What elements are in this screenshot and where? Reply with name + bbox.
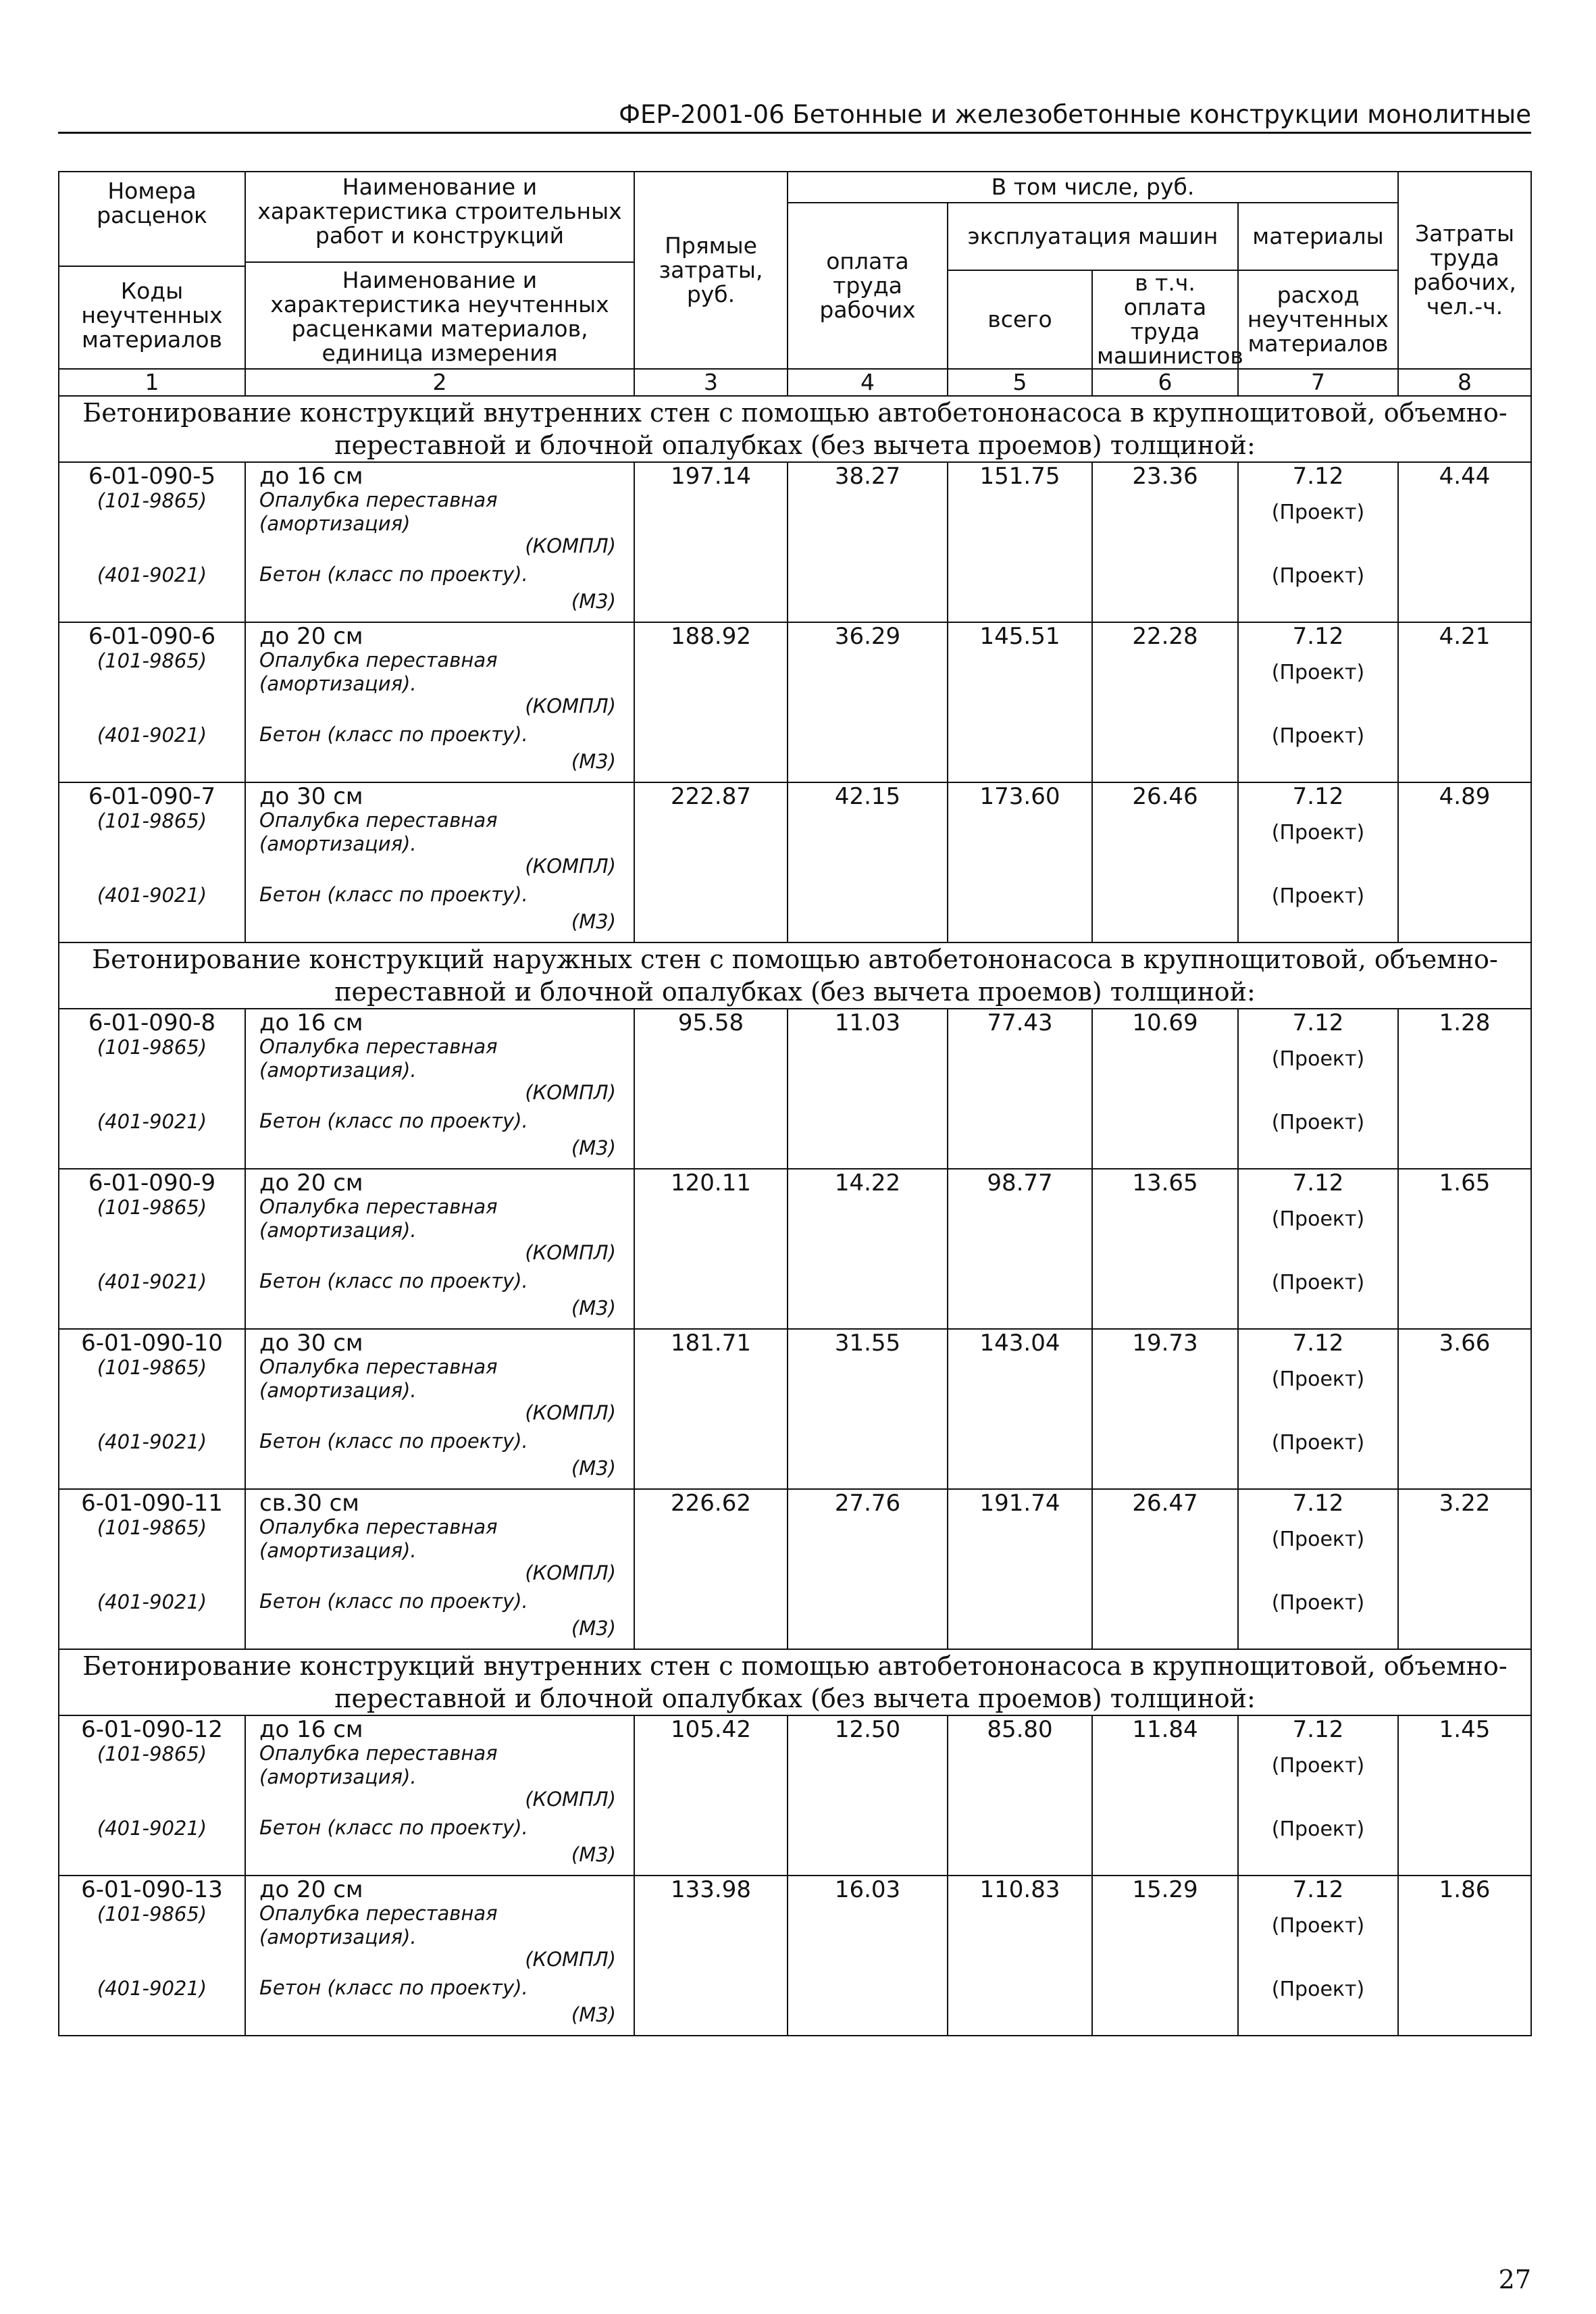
concrete-unit: (М3) (571, 910, 616, 933)
name-cell (245, 1489, 634, 1649)
labor-cell (1398, 622, 1531, 782)
rate-code: 6-01-090-6 (88, 623, 216, 650)
formwork-material: Опалубка переставная (амортизация). (259, 1515, 498, 1562)
labor-value: 4.44 (1439, 463, 1491, 490)
value-c3: 222.87 (671, 783, 751, 810)
labor-cell (1398, 1009, 1531, 1169)
value-cell (788, 782, 948, 942)
value-c5: 143.04 (979, 1330, 1060, 1357)
header-rule (58, 132, 1531, 134)
material-code: (401-9021) (97, 1270, 207, 1293)
project-label: (Проект) (1271, 1528, 1365, 1551)
labor-cell (1398, 1715, 1531, 1876)
thickness-label: до 30 см (259, 1330, 363, 1357)
table-row (59, 462, 1531, 622)
value-cell (1092, 1489, 1238, 1649)
material-code: (101-9865) (97, 1516, 207, 1539)
formwork-unit: (КОМПЛ) (525, 534, 616, 557)
value-c4: 16.03 (834, 1876, 901, 1903)
table-row (59, 1329, 1531, 1489)
material-code: (101-9865) (97, 1356, 207, 1379)
value-cell (948, 622, 1092, 782)
head-col1-bottom: Коды неучтенных материалов (59, 266, 245, 352)
head-col2-bottom: Наименование и характеристика неучтенных расценками материалов, единица измерения (245, 261, 634, 366)
value-cell (1092, 1715, 1238, 1876)
materials-cell (1238, 1009, 1398, 1169)
code-cell (59, 782, 245, 942)
name-cell (245, 1329, 634, 1489)
material-code: (101-9865) (97, 1742, 207, 1765)
material-code: (101-9865) (97, 489, 207, 512)
code-cell (59, 1329, 245, 1489)
materials-cell (1238, 1329, 1398, 1489)
project-label: (Проект) (1271, 1431, 1365, 1455)
thickness-label: до 20 см (259, 1169, 363, 1197)
material-code: (401-9021) (97, 1110, 207, 1133)
value-c6: 26.46 (1132, 783, 1198, 810)
value-cell (634, 1169, 788, 1329)
value-cell (788, 462, 948, 622)
concrete-unit: (М3) (571, 1457, 616, 1480)
concrete-material: Бетон (класс по проекту). (259, 723, 528, 746)
value-c6: 10.69 (1132, 1009, 1198, 1036)
column-number: 1 (59, 369, 245, 396)
section-row (59, 1649, 1531, 1715)
project-label: (Проект) (1271, 564, 1365, 588)
name-cell (245, 1876, 634, 2036)
table-row (59, 1169, 1531, 1329)
labor-cell (1398, 1329, 1531, 1489)
name-cell (245, 462, 634, 622)
value-c4: 31.55 (834, 1330, 901, 1357)
concrete-material: Бетон (класс по проекту). (259, 1816, 528, 1839)
value-cell (788, 622, 948, 782)
head-materials: материалы (1238, 203, 1398, 270)
materials-cell (1238, 1489, 1398, 1649)
material-code: (401-9021) (97, 1977, 207, 2000)
materials-cell (1238, 462, 1398, 622)
labor-value: 1.86 (1439, 1876, 1491, 1903)
project-label: (Проект) (1271, 1914, 1365, 1938)
project-label: (Проект) (1271, 501, 1365, 524)
project-label: (Проект) (1271, 1591, 1365, 1615)
material-code: (101-9865) (97, 1036, 207, 1059)
formwork-unit: (КОМПЛ) (525, 695, 616, 718)
value-cell (948, 1489, 1092, 1649)
project-label: (Проект) (1271, 1754, 1365, 1778)
value-c6: 19.73 (1132, 1330, 1198, 1357)
value-cell (948, 1169, 1092, 1329)
materials-value: 7.12 (1292, 1490, 1344, 1517)
thickness-label: до 20 см (259, 1876, 363, 1903)
value-cell (1092, 622, 1238, 782)
formwork-material: Опалубка переставная (амортизация). (259, 649, 498, 695)
project-label: (Проект) (1271, 1817, 1365, 1841)
thickness-label: до 16 см (259, 463, 363, 490)
formwork-unit: (КОМПЛ) (525, 1241, 616, 1264)
table-row (59, 1876, 1531, 2036)
formwork-unit: (КОМПЛ) (525, 1561, 616, 1584)
column-number: 7 (1238, 369, 1398, 396)
concrete-material: Бетон (класс по проекту). (259, 1269, 528, 1292)
value-cell (634, 1009, 788, 1169)
concrete-unit: (М3) (571, 1297, 616, 1319)
value-c3: 181.71 (671, 1330, 751, 1357)
value-c5: 85.80 (987, 1716, 1053, 1743)
labor-cell (1398, 782, 1531, 942)
value-c5: 98.77 (987, 1169, 1053, 1197)
formwork-material: Опалубка переставная (амортизация). (259, 1742, 498, 1788)
material-code: (401-9021) (97, 1590, 207, 1613)
materials-cell (1238, 1876, 1398, 2036)
value-cell (1092, 462, 1238, 622)
value-cell (788, 1876, 948, 2036)
material-code: (401-9021) (97, 724, 207, 747)
value-c5: 151.75 (979, 463, 1060, 490)
value-c3: 197.14 (671, 463, 751, 490)
material-code: (101-9865) (97, 1196, 207, 1219)
value-cell (788, 1009, 948, 1169)
value-c4: 38.27 (834, 463, 901, 490)
code-cell (59, 1876, 245, 2036)
concrete-material: Бетон (класс по проекту). (259, 1976, 528, 1999)
value-cell (788, 1489, 948, 1649)
value-c4: 11.03 (834, 1009, 901, 1036)
head-col6: в т.ч. оплата труда машинистов (1092, 270, 1238, 369)
column-numbers-row (59, 369, 1531, 396)
concrete-unit: (М3) (571, 2003, 616, 2026)
concrete-unit: (М3) (571, 1617, 616, 1640)
head-col1 (59, 172, 245, 369)
section-title: Бетонирование конструкций наружных стен с помощью автобетононасоса в крупнощитовой, объемно-переставной и блочной опалубках (без вычета проемов) толщиной: (59, 942, 1531, 1009)
table-row (59, 1715, 1531, 1876)
project-label: (Проект) (1271, 1047, 1365, 1071)
concrete-unit: (М3) (571, 1136, 616, 1159)
materials-value: 7.12 (1292, 783, 1344, 810)
name-cell (245, 1169, 634, 1329)
labor-cell (1398, 1489, 1531, 1649)
table-row (59, 1489, 1531, 1649)
formwork-unit: (КОМПЛ) (525, 1081, 616, 1104)
formwork-material: Опалубка переставная (амортизация). (259, 1355, 498, 1402)
value-cell (1092, 1169, 1238, 1329)
value-cell (948, 1715, 1092, 1876)
formwork-material: Опалубка переставная (амортизация) (259, 488, 498, 535)
column-number: 8 (1398, 369, 1531, 396)
materials-value: 7.12 (1292, 1009, 1344, 1036)
head-col4: оплата труда рабочих (788, 203, 948, 369)
value-c6: 11.84 (1132, 1716, 1198, 1743)
thickness-label: до 30 см (259, 783, 363, 810)
materials-cell (1238, 1715, 1398, 1876)
head-col8: Затраты труда рабочих, чел.-ч. (1398, 172, 1531, 369)
value-c5: 110.83 (979, 1876, 1060, 1903)
section-row (59, 942, 1531, 1009)
head-col5: всего (948, 270, 1092, 369)
value-cell (948, 462, 1092, 622)
rate-code: 6-01-090-7 (88, 783, 216, 810)
materials-value: 7.12 (1292, 1169, 1344, 1197)
material-code: (401-9021) (97, 884, 207, 907)
concrete-material: Бетон (класс по проекту). (259, 563, 528, 586)
value-c3: 120.11 (671, 1169, 751, 1197)
project-label: (Проект) (1271, 724, 1365, 748)
formwork-material: Опалубка переставная (амортизация). (259, 809, 498, 855)
value-cell (1092, 1876, 1238, 2036)
materials-value: 7.12 (1292, 1330, 1344, 1357)
head-machines: эксплуатация машин (948, 203, 1238, 270)
labor-value: 3.22 (1439, 1490, 1491, 1517)
project-label: (Проект) (1271, 1367, 1365, 1391)
name-cell (245, 782, 634, 942)
formwork-unit: (КОМПЛ) (525, 1401, 616, 1424)
name-cell (245, 1009, 634, 1169)
concrete-material: Бетон (класс по проекту). (259, 883, 528, 906)
value-c4: 36.29 (834, 623, 901, 650)
formwork-material: Опалубка переставная (амортизация). (259, 1902, 498, 1948)
rate-code: 6-01-090-12 (81, 1716, 223, 1743)
value-cell (634, 622, 788, 782)
rate-code: 6-01-090-13 (81, 1876, 223, 1903)
project-label: (Проект) (1271, 1111, 1365, 1134)
value-c3: 105.42 (671, 1716, 751, 1743)
column-number: 5 (948, 369, 1092, 396)
concrete-unit: (М3) (571, 750, 616, 773)
name-cell (245, 622, 634, 782)
column-number: 3 (634, 369, 788, 396)
value-cell (634, 1489, 788, 1649)
rate-code: 6-01-090-9 (88, 1169, 216, 1197)
column-number: 2 (245, 369, 634, 396)
value-cell (788, 1329, 948, 1489)
page-number: 27 (1498, 2265, 1531, 2294)
value-c4: 14.22 (834, 1169, 901, 1197)
value-c6: 26.47 (1132, 1490, 1198, 1517)
labor-cell (1398, 1876, 1531, 2036)
value-c6: 23.36 (1132, 463, 1198, 490)
concrete-material: Бетон (класс по проекту). (259, 1109, 528, 1132)
labor-value: 3.66 (1439, 1330, 1491, 1357)
rates-table (58, 171, 1532, 2036)
code-cell (59, 1489, 245, 1649)
value-c6: 22.28 (1132, 623, 1198, 650)
material-code: (101-9865) (97, 649, 207, 672)
value-cell (634, 1329, 788, 1489)
head-col2 (245, 172, 634, 369)
value-c5: 145.51 (979, 623, 1060, 650)
value-c4: 27.76 (834, 1490, 901, 1517)
formwork-material: Опалубка переставная (амортизация). (259, 1035, 498, 1082)
column-number: 6 (1092, 369, 1238, 396)
code-cell (59, 1009, 245, 1169)
materials-value: 7.12 (1292, 623, 1344, 650)
value-c5: 173.60 (979, 783, 1060, 810)
value-c3: 188.92 (671, 623, 751, 650)
value-cell (788, 1169, 948, 1329)
project-label: (Проект) (1271, 1271, 1365, 1294)
labor-value: 1.65 (1439, 1169, 1491, 1197)
labor-value: 4.89 (1439, 783, 1491, 810)
labor-value: 1.45 (1439, 1716, 1491, 1743)
name-cell (245, 1715, 634, 1876)
code-cell (59, 1715, 245, 1876)
value-cell (634, 462, 788, 622)
project-label: (Проект) (1271, 821, 1365, 845)
concrete-material: Бетон (класс по проекту). (259, 1430, 528, 1453)
project-label: (Проект) (1271, 1978, 1365, 2001)
materials-cell (1238, 782, 1398, 942)
labor-cell (1398, 462, 1531, 622)
rate-code: 6-01-090-11 (81, 1490, 223, 1517)
section-title: Бетонирование конструкций внутренних стен с помощью автобетононасоса в крупнощитовой, объемно-переставной и блочной опалубках (без вычета проемов) толщиной: (59, 396, 1531, 462)
head-col3: Прямые затраты, руб. (634, 172, 788, 369)
value-c5: 191.74 (979, 1490, 1060, 1517)
code-cell (59, 1169, 245, 1329)
value-c3: 226.62 (671, 1490, 751, 1517)
head-col1-top: Номера расценок (97, 178, 207, 228)
materials-cell (1238, 622, 1398, 782)
code-cell (59, 622, 245, 782)
project-label: (Проект) (1271, 884, 1365, 908)
value-cell (788, 1715, 948, 1876)
formwork-material: Опалубка переставная (амортизация). (259, 1195, 498, 1242)
project-label: (Проект) (1271, 1207, 1365, 1231)
code-cell (59, 462, 245, 622)
head-incl: В том числе, руб. (788, 172, 1398, 203)
material-code: (401-9021) (97, 1430, 207, 1453)
project-label: (Проект) (1271, 661, 1365, 684)
value-c5: 77.43 (987, 1009, 1053, 1036)
value-cell (948, 1876, 1092, 2036)
value-cell (1092, 1009, 1238, 1169)
value-c6: 15.29 (1132, 1876, 1198, 1903)
section-title: Бетонирование конструкций внутренних стен с помощью автобетононасоса в крупнощитовой, объемно-переставной и блочной опалубках (без вычета проемов) толщиной: (59, 1649, 1531, 1715)
concrete-material: Бетон (класс по проекту). (259, 1590, 528, 1613)
labor-value: 4.21 (1439, 623, 1491, 650)
value-cell (1092, 1329, 1238, 1489)
table-row (59, 782, 1531, 942)
value-cell (1092, 782, 1238, 942)
column-number: 4 (788, 369, 948, 396)
header-row-1 (59, 172, 1531, 203)
value-c3: 95.58 (677, 1009, 744, 1036)
material-code: (401-9021) (97, 563, 207, 586)
concrete-unit: (М3) (571, 1843, 616, 1866)
thickness-label: до 16 см (259, 1009, 363, 1036)
material-code: (401-9021) (97, 1817, 207, 1840)
rate-code: 6-01-090-10 (81, 1330, 223, 1357)
materials-value: 7.12 (1292, 1716, 1344, 1743)
value-c4: 12.50 (834, 1716, 901, 1743)
thickness-label: до 16 см (259, 1716, 363, 1743)
formwork-unit: (КОМПЛ) (525, 855, 616, 878)
value-cell (948, 782, 1092, 942)
formwork-unit: (КОМПЛ) (525, 1788, 616, 1811)
rate-code: 6-01-090-5 (88, 463, 216, 490)
value-c4: 42.15 (834, 783, 901, 810)
value-cell (634, 1715, 788, 1876)
thickness-label: до 20 см (259, 623, 363, 650)
concrete-unit: (М3) (571, 590, 616, 613)
value-c6: 13.65 (1132, 1169, 1198, 1197)
rate-code: 6-01-090-8 (88, 1009, 216, 1036)
labor-cell (1398, 1169, 1531, 1329)
value-c3: 133.98 (671, 1876, 751, 1903)
section-row (59, 396, 1531, 462)
value-cell (634, 1876, 788, 2036)
materials-value: 7.12 (1292, 1876, 1344, 1903)
thickness-label: св.30 см (259, 1490, 359, 1517)
labor-value: 1.28 (1439, 1009, 1491, 1036)
head-col2-top: Наименование и характеристика строительных работ и конструкций (257, 174, 622, 249)
value-cell (948, 1329, 1092, 1489)
page-header: ФЕР-2001-06 Бетонные и железобетонные конструкции монолитные (619, 100, 1531, 129)
formwork-unit: (КОМПЛ) (525, 1948, 616, 1971)
materials-value: 7.12 (1292, 463, 1344, 490)
material-code: (101-9865) (97, 809, 207, 832)
table-row (59, 622, 1531, 782)
table-row (59, 1009, 1531, 1169)
value-cell (634, 782, 788, 942)
value-cell (948, 1009, 1092, 1169)
head-col7: расход неучтенных материалов (1238, 270, 1398, 369)
materials-cell (1238, 1169, 1398, 1329)
material-code: (101-9865) (97, 1903, 207, 1926)
